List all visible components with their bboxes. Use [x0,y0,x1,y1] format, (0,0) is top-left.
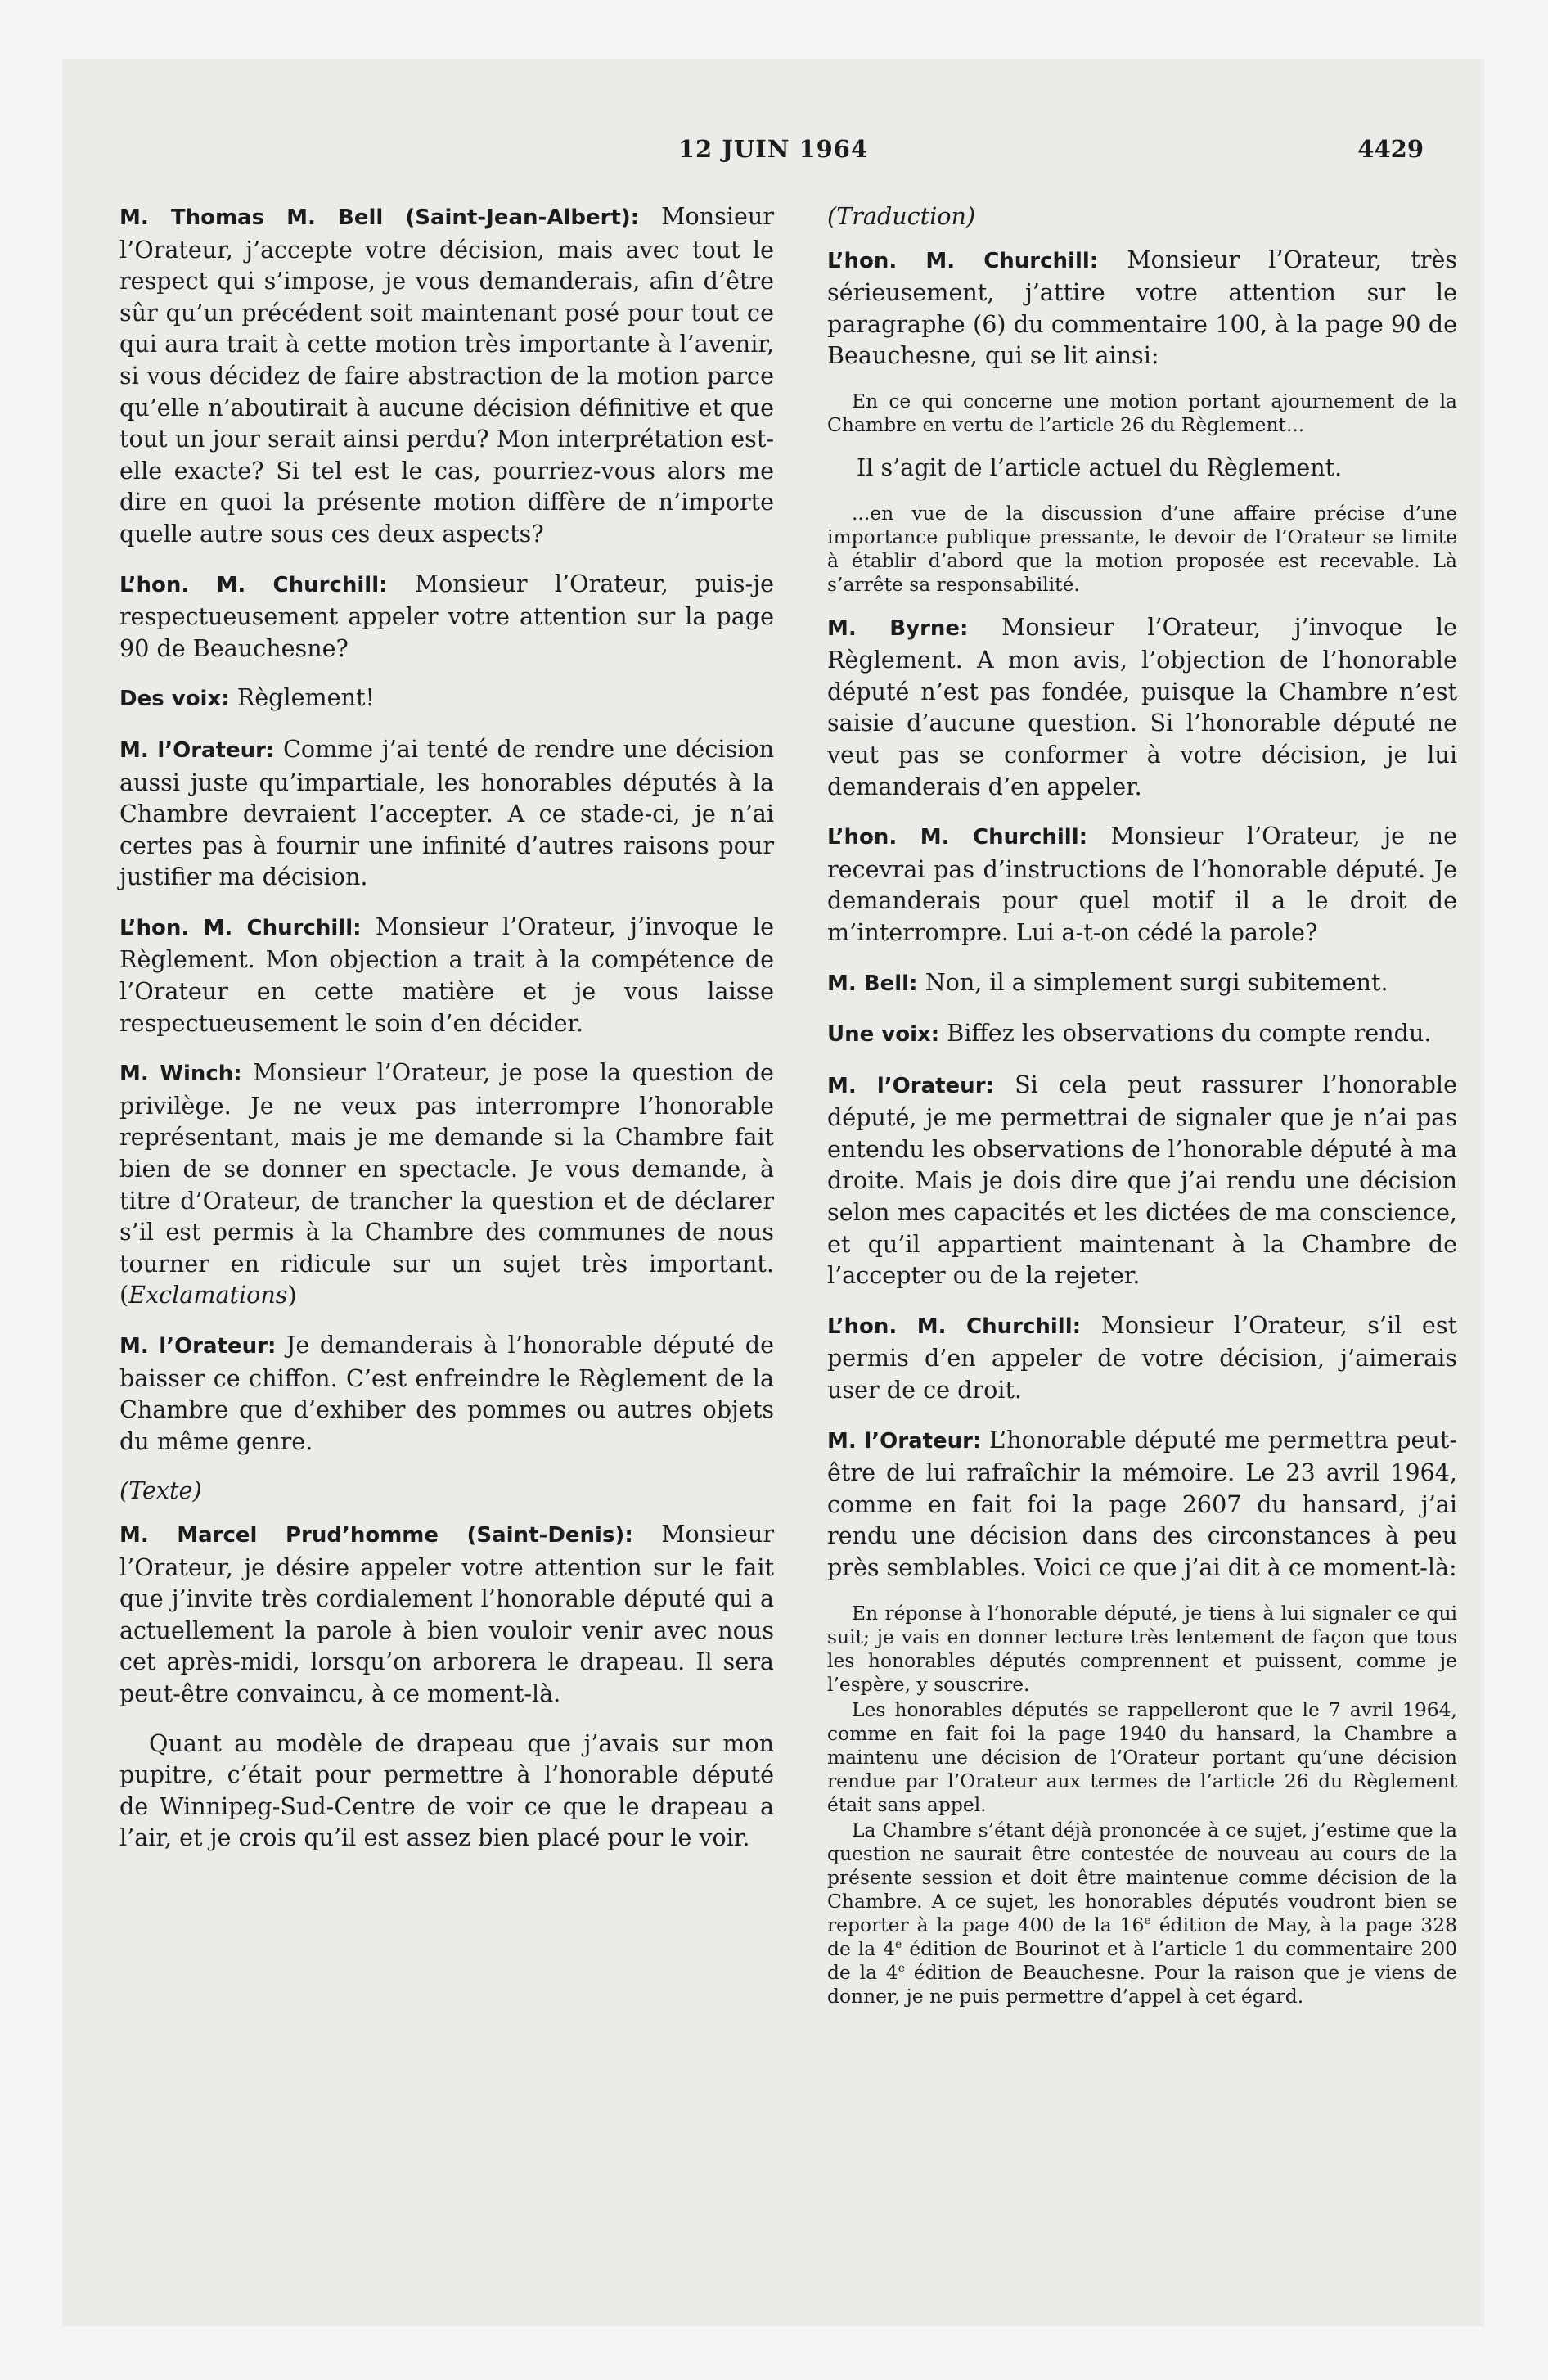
speaker-name: M. Bell: [827,971,918,996]
section-heading: (Traduction) [827,202,976,230]
paragraph [827,1069,1457,1291]
page-header [123,135,1424,176]
speaker-name: L’hon. M. Churchill: [119,915,362,940]
speaker-name: M. l’Orateur: [119,1334,277,1359]
speech-text: Biffez les observations du compte rendu. [947,1019,1432,1048]
paragraph [827,967,1457,1000]
paragraph [119,201,774,550]
speaker-name: M. Byrne: [827,615,969,641]
page-date: 12 JUIN 1964 [677,135,869,163]
paragraph-continuation: Quant au modèle de drapeau que j’avais sur mon pupitre, c’était pour permettre à l’honorable député de Winnipeg-Sud-Centre de voir ce que le drapeau a l’air, et je crois qu’il est assez bien placé pour le voir. [119,1729,774,1852]
speech-text: Monsieur l’Orateur, s’il est permis d’en appeler de votre décision, j’aimerais user de ce droit. [827,1310,1457,1404]
paragraph [827,244,1457,372]
block-quote: En réponse à l’honorable député, je tiens à lui signaler ce qui suit; je vais en donner lecture très lentement de façon que tous les honorables députés comprennent et puissent, comme je l’espère, y souscrire. [827,1601,1457,1696]
block-quote: Les honorables députés se rappelleront que le 7 avril 1964, comme en fait foi la page 1940 du hansard, la Chambre a maintenu une décision de l’Orateur portant qu’une décision rendue par l’Orateur aux termes de l’article 26 du Règlement était sans appel. [827,1697,1457,1816]
paragraph [827,820,1457,948]
speaker-name: Des voix: [119,687,230,712]
speech-text: Non, il a simplement surgi subitement. [925,967,1388,996]
speech-text: Règlement! [236,683,375,712]
speech-text: L’honorable député me permettra peut-être de lui rafraîchir la mémoire. Le 23 avril 1964, comme en fait foi la page 2607 du hansard, j’ai rendu une décision dans des circonstances à peu près semblables. Voici ce que j’ai dit à ce moment-là: [827,1425,1457,1581]
speech-text: Je demanderais à l’honorable député de baisser ce chiffon. C’est enfreindre le Règlement de la Chambre que d’exhiber des pommes ou autres objets du même genre. [119,1331,774,1455]
paragraph [119,1518,774,1710]
speaker-name: M. Thomas M. Bell (Saint-Jean-Albert): [119,205,640,230]
speech-text: Monsieur l’Orateur, j’invoque le Règlement. A mon avis, l’objection de l’honorable député n’est pas fondée, puisque la Chambre n’est saisie d’aucune question. Si l’honorable député ne veut pas se conformer à votre décision, je lui demanderais d’en appeler. [827,612,1457,800]
speaker-name: M. l’Orateur: [827,1428,982,1454]
paragraph [119,733,774,893]
speaker-name: M. Marcel Prud’homme (Saint-Denis): [119,1522,633,1548]
paragraph [827,1309,1457,1406]
left-column [119,201,774,1872]
paragraph [119,911,774,1039]
paragraph [119,568,774,665]
section-heading: (Texte) [119,1476,202,1505]
speaker-name: M. Winch: [119,1062,242,1087]
speech-text: Monsieur l’Orateur, j’accepte votre décision, mais avec tout le respect qui s’impose, je vous demanderais, afin d’être sûr qu’un précédent soit maintenant posé pour tout ce qui aura trait à cette motion très importante à l’avenir, si vous décidez de faire abstraction de la motion parce qu’elle n’aboutirait à aucune décision définitive et que tout un jour serait ainsi perdu? Mon interprétation est-elle exacte? Si tel est le cas, pourriez-vous alors me dire en quoi la présente motion diffère de n’importe quelle autre sous ces deux aspects? [119,202,774,548]
speech-text: Si cela peut rassurer l’honorable député, je me permettrai de signaler que je n’ai pas entendu les observations de l’honorable député à ma droite. Mais je dois dire que j’ai rendu une décision selon mes capacités et les dictées de ma conscience, et qu’il appartient maintenant à la Chambre de l’accepter ou de la rejeter. [827,1070,1457,1290]
paragraph [119,1329,774,1457]
speech-text: Monsieur l’Orateur, je ne recevrai pas d’instructions de l’honorable député. Je demanderais pour quel motif il a le droit de m’interrompre. Lui a-t-on cédé la parole? [827,822,1457,946]
block-quote: En ce qui concerne une motion portant ajournement de la Chambre en vertu de l’article 26 du Règlement... [827,389,1457,436]
right-column [827,201,1457,2010]
paragraph [827,611,1457,803]
speaker-name: M. l’Orateur: [827,1073,994,1098]
block-quote: La Chambre s’étant déjà prononcée à ce sujet, j’estime que la question ne saurait être contestée de nouveau au cours de la présente session et doit être maintenue comme décision de la Chambre. A ce sujet, les honorables députés voudront bien se reporter à la page 400 de la 16e édition de May, à la page 328 de la 4e édition de Bourinot et à l’article 1 du commentaire 200 de la 4e édition de Beauchesne. Pour la raison que je viens de donner, je ne puis permettre d’appel à cet égard. [827,1818,1458,2008]
page-number: 4429 [1357,135,1424,163]
speaker-name: L’hon. M. Churchill: [827,248,1099,273]
speaker-name: M. l’Orateur: [119,737,275,763]
speech-text: Monsieur l’Orateur, je pose la question de privilège. Je ne veux pas interrompre l’honorable représentant, mais je me demande si la Chambre fait bien de se donner en spectacle. Je vous demande, à titre d’Orateur, de trancher la question et de déclarer s’il est permis à la Chambre des communes de nous tourner en ridicule sur un sujet très important. (Exclamations) [119,1058,774,1309]
paragraph [827,1424,1457,1584]
paragraph-plain: Il s’agit de l’article actuel du Règlement. [857,453,1343,481]
speech-text: Monsieur l’Orateur, puis-je respectueusement appeler votre attention sur la page 90 de Beauchesne? [119,569,774,662]
speech-text: Monsieur l’Orateur, j’invoque le Règlement. Mon objection a trait à la compétence de l’Orateur en cette matière et je vous laisse respectueusement le soin d’en décider. [119,912,774,1037]
speech-text: Comme j’ai tenté de rendre une décision aussi juste qu’impartiale, les honorables députés à la Chambre devraient l’accepter. A ce stade-ci, je n’ai certes pas à fournir une infinité d’autres raisons pour justifier ma décision. [119,734,774,891]
speaker-name: L’hon. M. Churchill: [119,572,388,597]
speech-text: Monsieur l’Orateur, très sérieusement, j’attire votre attention sur le paragraphe (6) du commentaire 100, à la page 90 de Beauchesne, qui se lit ainsi: [827,245,1457,370]
paragraph [827,1017,1457,1051]
speaker-name: L’hon. M. Churchill: [827,1314,1082,1339]
paragraph [119,1057,774,1311]
speech-text: Monsieur l’Orateur, je désire appeler votre attention sur le fait que j’invite très cordialement l’honorable député qui a actuellement la parole à bien vouloir venir avec nous cet après-midi, lorsqu’on arborera le drapeau. Il sera peut-être convaincu, à ce moment-là. [119,1519,774,1707]
block-quote: ...en vue de la discussion d’une affaire précise d’une importance publique pressante, le devoir de l’Orateur se limite à établir d’abord que la motion proposée est recevable. Là s’arrête sa responsabilité. [827,501,1457,596]
speaker-name: L’hon. M. Churchill: [827,825,1088,850]
speaker-name: Une voix: [827,1022,940,1048]
paragraph [119,682,774,715]
